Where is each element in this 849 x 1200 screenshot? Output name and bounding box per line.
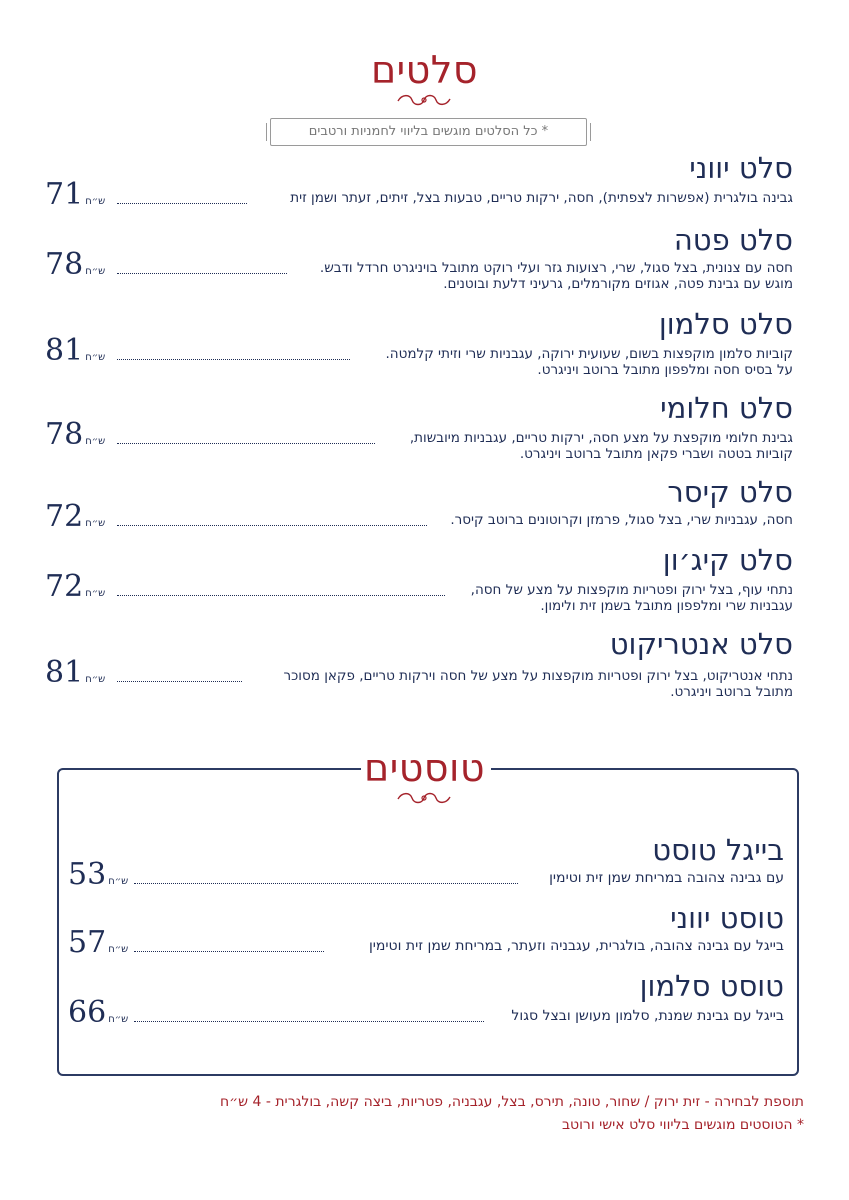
dot-leader — [134, 1021, 484, 1022]
dot-leader — [117, 443, 375, 444]
dot-leader — [134, 883, 518, 884]
salad-item — [45, 222, 793, 302]
salad-price: ש״ח81 — [45, 655, 106, 690]
toast-name: טוסט סלמון — [639, 969, 784, 1003]
salad-price: ש״ח78 — [45, 247, 106, 282]
salad-desc: גבינה בולגרית (אפשרות לצפתית), חסה, ירקות טריים, טבעות בצל, זיתים, זעתר ושמן זית — [290, 190, 793, 206]
salad-desc-line2: קוביות בטטה ושברי פקאן מתובל ברוטב ויניגרט. — [519, 446, 793, 462]
salad-desc: חסה, עגבניות שרי, בצל סגול, פרמזן וקרוטונים ברוטב קיסר. — [450, 512, 793, 528]
salad-name: סלט אנטריקוט — [609, 627, 793, 661]
salads-title: סלטים — [370, 48, 479, 92]
salad-desc-line1: קוביות סלמון מוקפצות בשום, שעועית ירוקה, עגבניות שרי וזיתי קלמטה. — [385, 346, 793, 362]
salad-desc-line2: עגבניות שרי ומלפפון מתובל בשמן זית ולימון. — [540, 598, 793, 614]
salad-name: סלט סלמון — [658, 307, 793, 341]
salad-desc-line1: נתחי אנטריקוט, בצל ירוק ופטריות מוקפצות על מצע של חסה וירקות טריים, פקאן מסוכר — [283, 668, 793, 684]
salad-price: ש״ח71 — [45, 177, 106, 212]
salad-desc-line1: חסה עם צנונית, בצל סגול, שרי, רצועות גזר ועלי רוקט מתובל בויניגרט חרדל ודבש. — [319, 260, 793, 276]
salad-item — [45, 474, 793, 538]
salad-name: סלט חלומי — [660, 391, 793, 425]
swirl-ornament-icon — [396, 92, 452, 108]
salad-price: ש״ח78 — [45, 417, 106, 452]
salad-item — [45, 626, 793, 706]
toast-price: ש״ח66 — [68, 995, 129, 1030]
toast-price: ש״ח53 — [68, 857, 129, 892]
dot-leader — [117, 595, 445, 596]
toasts-title: טוסטים — [363, 746, 485, 790]
toast-price: ש״ח57 — [68, 925, 129, 960]
salad-name: סלט יווני — [689, 151, 793, 185]
dot-leader — [117, 203, 247, 204]
salad-item — [45, 306, 793, 386]
salad-name: סלט פטה — [673, 223, 793, 257]
salad-item — [45, 390, 793, 470]
salad-price: ש״ח81 — [45, 333, 106, 368]
dot-leader — [117, 525, 427, 526]
salad-price: ש״ח72 — [45, 569, 106, 604]
salad-desc-line1: נתחי עוף, בצל ירוק ופטריות מוקפצות על מצע של חסה, — [470, 582, 793, 598]
salad-desc-line1: גבינת חלומי מוקפצת על מצע חסה, ירקות טריים, עגבניות מיובשות, — [409, 430, 793, 446]
toasts-addons-note: תוספת לבחירה - זית ירוק / שחור, טונה, תירס, בצל, עגבניה, פטריות, ביצה קשה, בולגרית - 4 ש״ח — [219, 1094, 804, 1110]
toast-desc: עם גבינה צהובה במריחת שמן זית וטימין — [549, 870, 784, 886]
toast-desc: בייגל עם גבינת שמנת, סלמון מעושן ובצל סגול — [511, 1008, 784, 1024]
dot-leader — [117, 359, 350, 360]
toast-desc: בייגל עם גבינה צהובה, בולגרית, עגבניה וזעתר, במריחת שמן זית וטימין — [368, 938, 784, 954]
dot-leader — [134, 951, 324, 952]
toasts-note: * הטוסטים מוגשים בליווי סלט אישי ורוטב — [561, 1117, 804, 1133]
toast-item — [68, 966, 784, 1030]
salad-desc-line2: מוגש עם גבינת פטה, אגוזים מקורמלים, גרעיני דלעת ובוטנים. — [443, 276, 793, 292]
salad-name: סלט קיסר — [667, 475, 793, 509]
toast-item — [68, 898, 784, 958]
salad-item — [45, 150, 793, 216]
salads-note: * כל הסלטים מוגשים בליווי לחמניות ורטבים — [270, 118, 587, 146]
dot-leader — [117, 681, 242, 682]
toast-name: טוסט יווני — [670, 901, 784, 935]
swirl-ornament-icon — [396, 790, 452, 806]
salad-price: ש״ח72 — [45, 499, 106, 534]
salad-name: סלט קיג׳ון — [662, 543, 793, 577]
salad-desc-line2: על בסיס חסה ומלפפון מתובל ברוטב ויניגרט. — [537, 362, 793, 378]
salad-item — [45, 542, 793, 622]
toast-item — [68, 830, 784, 890]
toast-name: בייגל טוסט — [652, 833, 784, 867]
dot-leader — [117, 273, 287, 274]
salad-desc-line2: מתובל ברוטב ויניגרט. — [670, 684, 793, 700]
